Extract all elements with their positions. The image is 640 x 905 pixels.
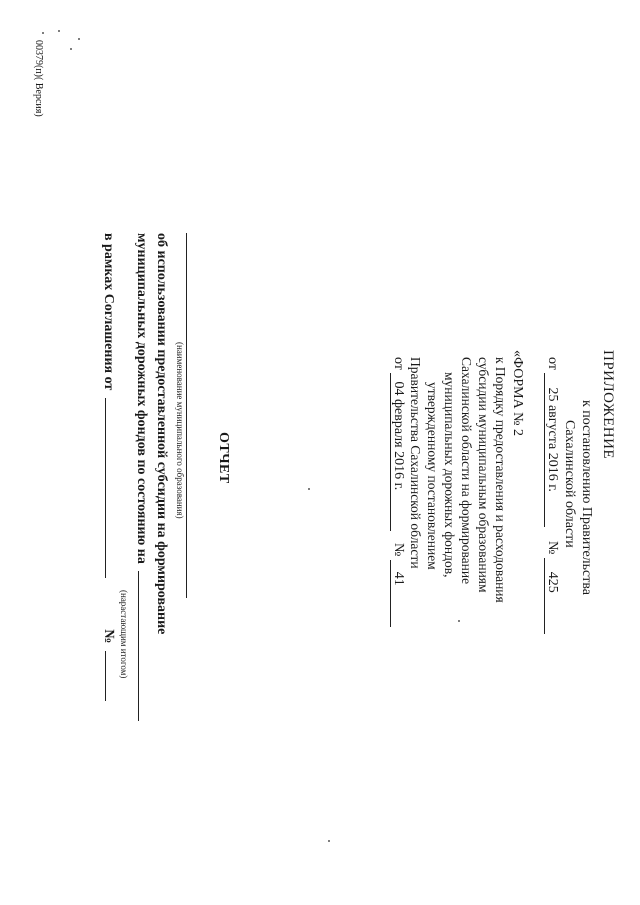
form-date-prefix: от bbox=[391, 357, 406, 370]
scan-speck bbox=[458, 620, 460, 622]
scan-speck bbox=[78, 38, 80, 40]
report-as-of-date-field bbox=[138, 571, 139, 721]
scan-speck bbox=[328, 840, 330, 842]
form-date-value: 04 февраля 2016 г. bbox=[390, 373, 405, 531]
scan-speck bbox=[70, 48, 72, 50]
municipality-caption: (наименование муниципального образования) bbox=[175, 342, 185, 519]
header-line-2: Сахалинской области bbox=[562, 420, 577, 548]
form-line-2: субсидии муниципальным образованиям bbox=[476, 357, 491, 593]
header-number-label: № bbox=[545, 540, 560, 555]
report-line-2: муниципальных дорожных фондов по состоянию на bbox=[134, 233, 149, 564]
form-title: «ФОРМА № 2 bbox=[510, 350, 525, 437]
header-date-value: 25 августа 2016 г. bbox=[544, 373, 559, 527]
scan-speck bbox=[42, 32, 44, 34]
form-line-4: муниципальных дорожных фондов, bbox=[442, 372, 457, 578]
agreement-prefix: в рамках Соглашения от bbox=[101, 233, 116, 391]
agreement-number-label: № bbox=[101, 629, 116, 644]
header-number-value: 425 bbox=[544, 558, 559, 634]
form-date-row bbox=[390, 357, 405, 627]
form-line-3: Сахалинской области на формирование bbox=[459, 357, 474, 585]
form-number-value: 41 bbox=[390, 560, 405, 627]
municipality-name-line bbox=[186, 233, 187, 598]
report-title: ОТЧЕТ bbox=[216, 432, 231, 484]
appendix-title: ПРИЛОЖЕНИЕ bbox=[600, 350, 616, 460]
scan-speck bbox=[308, 488, 310, 490]
agreement-row bbox=[101, 233, 115, 701]
header-date-row bbox=[544, 357, 559, 634]
cumulative-caption: (нарастающим итогом) bbox=[119, 590, 129, 679]
form-number-label: № bbox=[391, 542, 406, 557]
agreement-number-field bbox=[105, 651, 106, 701]
rotated-content bbox=[20, 20, 620, 880]
header-line-1: к постановлению Правительства bbox=[579, 400, 594, 596]
form-line-5: утвержденному постановлением bbox=[425, 382, 440, 570]
agreement-date-field bbox=[105, 398, 106, 578]
form-line-1: к Порядку предоставления и расходования bbox=[493, 357, 508, 603]
header-date-prefix: от bbox=[545, 357, 560, 370]
form-line-6: Правительства Сахалинской области bbox=[408, 357, 423, 569]
version-code: 00379(п)( Версия) bbox=[33, 40, 44, 117]
report-line-2-row bbox=[134, 233, 148, 721]
scan-speck bbox=[58, 30, 60, 32]
report-line-1: об использовании предоставленной субсидии на формирование bbox=[154, 233, 169, 635]
